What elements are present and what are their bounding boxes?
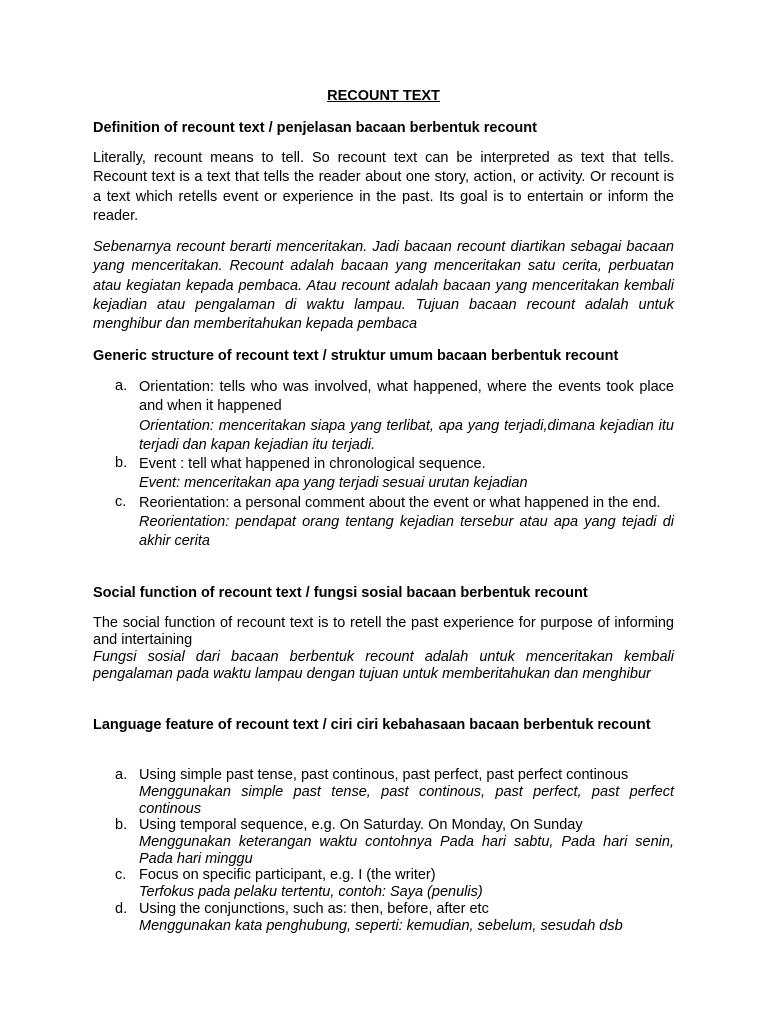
list-item-indonesian: Menggunakan keterangan waktu contohnya Pada hari sabtu, Pada hari senin, Pada hari minggu <box>139 834 674 867</box>
social-indonesian-paragraph: Fungsi sosial dari bacaan berbentuk recount adalah untuk menceritakan kembali pengalaman pada waktu lampau dengan tujuan untuk memberitahukan dan menghibur <box>93 649 674 682</box>
list-item <box>93 867 674 901</box>
list-item <box>93 817 674 867</box>
social-english-paragraph: The social function of recount text is to retell the past experience for purpose of informing and intertaining <box>93 615 674 648</box>
list-item-indonesian: Terfokus pada pelaku tertentu, contoh: Saya (penulis) <box>139 884 483 900</box>
list-marker: c. <box>115 493 127 510</box>
definition-heading: Definition of recount text / penjelasan bacaan berbentuk recount <box>93 120 537 136</box>
document-title: RECOUNT TEXT <box>327 88 440 104</box>
list-item-english: Reorientation: a personal comment about the event or what happened in the end. <box>139 494 661 511</box>
list-item <box>93 494 674 552</box>
language-list <box>93 767 674 934</box>
list-marker: c. <box>115 867 127 883</box>
list-item-indonesian: Menggunakan simple past tense, past continous, past perfect, past perfect continous <box>139 784 674 817</box>
list-marker: b. <box>115 455 128 472</box>
list-item-english: Using simple past tense, past continous, past perfect, past perfect continous <box>139 767 629 783</box>
list-item-english: Using the conjunctions, such as: then, before, after etc <box>139 900 489 917</box>
structure-list <box>93 378 674 552</box>
list-item-english: Event : tell what happened in chronological sequence. <box>139 456 486 473</box>
list-marker: b. <box>115 817 128 833</box>
list-marker: d. <box>115 900 128 917</box>
list-marker: a. <box>115 767 128 783</box>
list-item <box>93 901 674 935</box>
social-heading: Social function of recount text / fungsi sosial bacaan berbentuk recount <box>93 585 588 601</box>
list-marker: a. <box>115 378 128 394</box>
definition-indonesian-paragraph: Sebenarnya recount berarti menceritakan. Jadi bacaan recount diartikan sebagai bacaan yang menceritakan. Recount adalah bacaan yang menceritakan satu cerita, perbuatan atau kegiatan kepada pembaca. Atau recount adalah bacaan yang menceritakan kembali kejadian atau pengalaman di waktu lampau. Tujuan bacaan recount adalah untuk menghibur dan memberitahukan kepada pembaca <box>93 239 674 333</box>
list-item-indonesian: Orientation: menceritakan siapa yang terlibat, apa yang terjadi,dimana kejadian itu terjadi dan kapan kejadian itu terjadi. <box>139 417 674 453</box>
list-item <box>93 455 674 494</box>
list-item-english: Using temporal sequence, e.g. On Saturday. On Monday, On Sunday <box>139 817 583 833</box>
list-item-english: Orientation: tells who was involved, what happened, where the events took place and when it happened <box>139 379 674 415</box>
list-item <box>93 378 674 455</box>
list-item-indonesian: Menggunakan kata penghubung, seperti: kemudian, sebelum, sesudah dsb <box>139 917 623 934</box>
language-heading: Language feature of recount text / ciri ciri kebahasaan bacaan berbentuk recount <box>93 717 651 733</box>
list-item-indonesian: Event: menceritakan apa yang terjadi sesuai urutan kejadian <box>139 475 528 492</box>
structure-heading: Generic structure of recount text / struktur umum bacaan berbentuk recount <box>93 348 619 364</box>
list-item-english: Focus on specific participant, e.g. I (the writer) <box>139 867 436 883</box>
definition-english-paragraph: Literally, recount means to tell. So recount text can be interpreted as text that tells. Recount text is a text that tells the reader about one story, action, or activity. Or recount is a text which retells event or experience in the past. Its goal is to entertain or inform the reader. <box>93 150 674 224</box>
list-item <box>93 767 674 817</box>
list-item-indonesian: Reorientation: pendapat orang tentang kejadian tersebur atau apa yang tejadi di akhir cerita <box>139 514 674 550</box>
